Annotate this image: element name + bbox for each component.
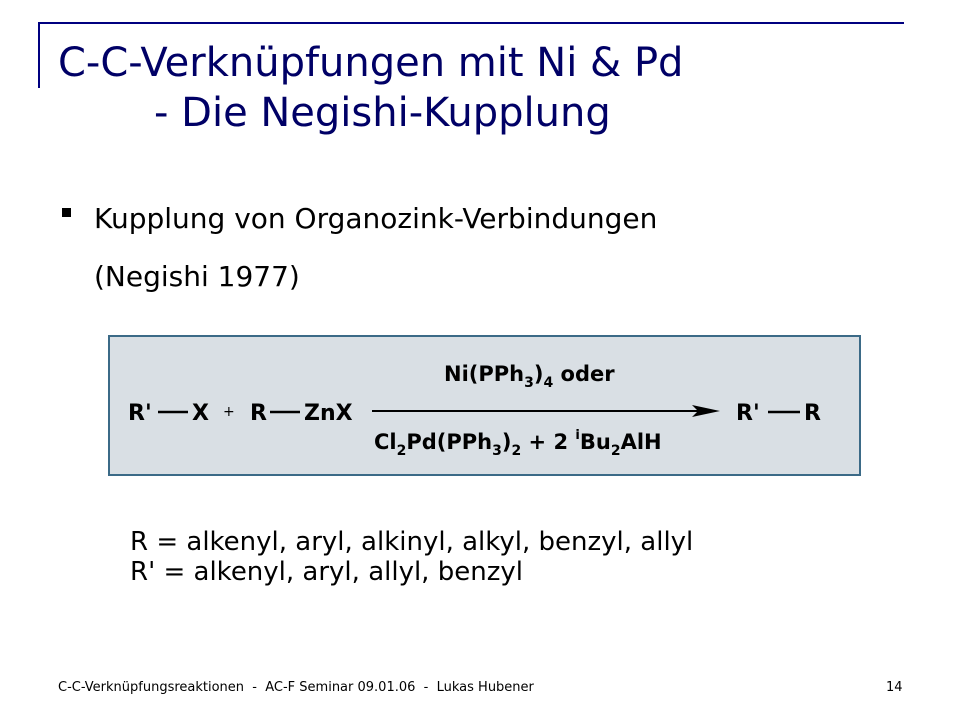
reactant-1-r-prime: R' bbox=[128, 401, 152, 426]
slide-frame-top-line bbox=[38, 22, 904, 24]
product-r: R bbox=[804, 401, 821, 426]
slide-title-line-1: C-C-Verknüpfungen mit Ni & Pd bbox=[58, 40, 684, 86]
page-number: 14 bbox=[886, 680, 903, 695]
product-r-prime: R' bbox=[736, 401, 760, 426]
reaction-scheme bbox=[108, 335, 861, 476]
bullet-line-1: Kupplung von Organozink-Verbindungen bbox=[94, 202, 658, 235]
reactant-2-r: R bbox=[250, 401, 267, 426]
definition-r: R = alkenyl, aryl, alkinyl, alkyl, benzyl, allyl bbox=[130, 527, 694, 557]
substituent-definitions bbox=[130, 527, 693, 587]
reactant-2-znx: ZnX bbox=[304, 401, 353, 426]
bullet-line-2: (Negishi 1977) bbox=[94, 260, 300, 293]
square-bullet-icon bbox=[62, 208, 71, 217]
plus-sign: + bbox=[223, 404, 235, 420]
slide-footer: C-C-Verknüpfungsreaktionen - AC-F Seminar 09.01.06 - Lukas Hubener bbox=[58, 680, 534, 695]
reactant-1-x: X bbox=[192, 401, 209, 426]
slide-title-line-2: - Die Negishi-Kupplung bbox=[154, 90, 611, 136]
reaction-scheme-drawing bbox=[110, 337, 859, 474]
definition-r-prime: R' = alkenyl, aryl, allyl, benzyl bbox=[130, 557, 523, 587]
slide-frame-left-line bbox=[38, 22, 40, 88]
slide-title bbox=[58, 38, 683, 138]
catalyst-above-label: $Ni(PPh_3)_4$ oder bbox=[444, 362, 615, 391]
catalyst-below-label: $Cl_2Pd(PPh_3)_2 + 2$ $^iBu_2AlH$ bbox=[374, 428, 662, 459]
bullet-point bbox=[94, 190, 657, 306]
